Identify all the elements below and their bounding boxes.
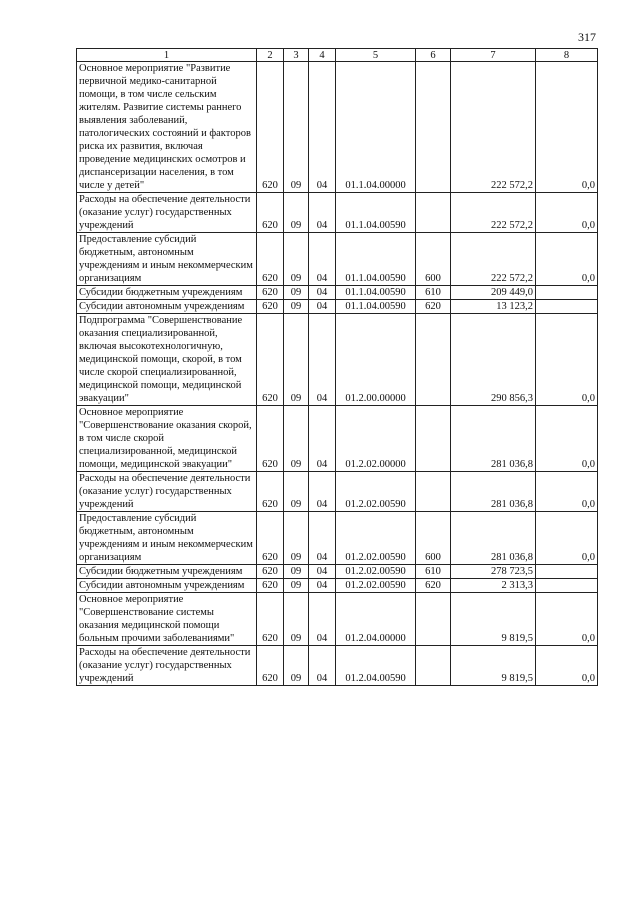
amount-cell: 222 572,2 bbox=[451, 233, 536, 286]
amount-secondary-cell: 0,0 bbox=[536, 62, 598, 193]
amount-secondary-cell: 0,0 bbox=[536, 472, 598, 512]
header-cell-4: 4 bbox=[309, 49, 336, 62]
name-cell: Расходы на обеспечение деятельности (оказание услуг) государственных учреждений bbox=[77, 646, 257, 686]
target-article-cell: 01.1.04.00590 bbox=[336, 233, 416, 286]
expense-type-cell bbox=[416, 593, 451, 646]
subsection-code-cell: 04 bbox=[309, 579, 336, 593]
section-code-cell: 09 bbox=[284, 314, 309, 406]
ministry-code-cell: 620 bbox=[257, 593, 284, 646]
header-cell-7: 7 bbox=[451, 49, 536, 62]
expense-type-cell: 610 bbox=[416, 286, 451, 300]
ministry-code-cell: 620 bbox=[257, 472, 284, 512]
section-code-cell: 09 bbox=[284, 233, 309, 286]
amount-secondary-cell: 0,0 bbox=[536, 512, 598, 565]
table-row bbox=[77, 62, 598, 193]
name-cell: Расходы на обеспечение деятельности (оказание услуг) государственных учреждений bbox=[77, 193, 257, 233]
section-code-cell: 09 bbox=[284, 472, 309, 512]
table-row bbox=[77, 233, 598, 286]
table-row bbox=[77, 472, 598, 512]
target-article-cell: 01.1.04.00590 bbox=[336, 286, 416, 300]
ministry-code-cell: 620 bbox=[257, 62, 284, 193]
amount-cell: 209 449,0 bbox=[451, 286, 536, 300]
table-row bbox=[77, 314, 598, 406]
expense-type-cell bbox=[416, 193, 451, 233]
amount-secondary-cell bbox=[536, 286, 598, 300]
subsection-code-cell: 04 bbox=[309, 593, 336, 646]
subsection-code-cell: 04 bbox=[309, 314, 336, 406]
subsection-code-cell: 04 bbox=[309, 406, 336, 472]
subsection-code-cell: 04 bbox=[309, 472, 336, 512]
budget-table-body bbox=[77, 49, 598, 686]
table-row bbox=[77, 646, 598, 686]
ministry-code-cell: 620 bbox=[257, 579, 284, 593]
ministry-code-cell: 620 bbox=[257, 565, 284, 579]
name-cell: Субсидии автономным учреждениям bbox=[77, 579, 257, 593]
expense-type-cell: 600 bbox=[416, 512, 451, 565]
expense-type-cell: 600 bbox=[416, 233, 451, 286]
table-row bbox=[77, 193, 598, 233]
page-number: 317 bbox=[578, 30, 596, 44]
target-article-cell: 01.2.00.00000 bbox=[336, 314, 416, 406]
name-cell: Основное мероприятие "Совершенствование системы оказания медицинской помощи больным прочими заболеваниями" bbox=[77, 593, 257, 646]
expense-type-cell: 620 bbox=[416, 579, 451, 593]
amount-secondary-cell: 0,0 bbox=[536, 646, 598, 686]
target-article-cell: 01.2.02.00590 bbox=[336, 512, 416, 565]
expense-type-cell bbox=[416, 406, 451, 472]
target-article-cell: 01.1.04.00000 bbox=[336, 62, 416, 193]
section-code-cell: 09 bbox=[284, 593, 309, 646]
target-article-cell: 01.1.04.00590 bbox=[336, 300, 416, 314]
name-cell: Расходы на обеспечение деятельности (оказание услуг) государственных учреждений bbox=[77, 472, 257, 512]
subsection-code-cell: 04 bbox=[309, 233, 336, 286]
expense-type-cell bbox=[416, 314, 451, 406]
table-row bbox=[77, 300, 598, 314]
header-cell-8: 8 bbox=[536, 49, 598, 62]
subsection-code-cell: 04 bbox=[309, 286, 336, 300]
ministry-code-cell: 620 bbox=[257, 193, 284, 233]
header-cell-2: 2 bbox=[257, 49, 284, 62]
ministry-code-cell: 620 bbox=[257, 286, 284, 300]
name-cell: Субсидии бюджетным учреждениям bbox=[77, 565, 257, 579]
name-cell: Субсидии бюджетным учреждениям bbox=[77, 286, 257, 300]
table-row bbox=[77, 286, 598, 300]
ministry-code-cell: 620 bbox=[257, 646, 284, 686]
section-code-cell: 09 bbox=[284, 62, 309, 193]
amount-cell: 278 723,5 bbox=[451, 565, 536, 579]
subsection-code-cell: 04 bbox=[309, 300, 336, 314]
amount-secondary-cell bbox=[536, 579, 598, 593]
expense-type-cell bbox=[416, 472, 451, 512]
section-code-cell: 09 bbox=[284, 193, 309, 233]
amount-secondary-cell: 0,0 bbox=[536, 593, 598, 646]
section-code-cell: 09 bbox=[284, 406, 309, 472]
amount-secondary-cell bbox=[536, 300, 598, 314]
table-row bbox=[77, 406, 598, 472]
table-row bbox=[77, 593, 598, 646]
header-cell-5: 5 bbox=[336, 49, 416, 62]
target-article-cell: 01.2.02.00590 bbox=[336, 579, 416, 593]
header-cell-3: 3 bbox=[284, 49, 309, 62]
section-code-cell: 09 bbox=[284, 286, 309, 300]
section-code-cell: 09 bbox=[284, 512, 309, 565]
subsection-code-cell: 04 bbox=[309, 512, 336, 565]
expense-type-cell bbox=[416, 62, 451, 193]
section-code-cell: 09 bbox=[284, 300, 309, 314]
target-article-cell: 01.1.04.00590 bbox=[336, 193, 416, 233]
amount-cell: 222 572,2 bbox=[451, 62, 536, 193]
target-article-cell: 01.2.04.00590 bbox=[336, 646, 416, 686]
expense-type-cell: 620 bbox=[416, 300, 451, 314]
amount-cell: 2 313,3 bbox=[451, 579, 536, 593]
target-article-cell: 01.2.02.00000 bbox=[336, 406, 416, 472]
amount-cell: 9 819,5 bbox=[451, 593, 536, 646]
table-row bbox=[77, 565, 598, 579]
section-code-cell: 09 bbox=[284, 579, 309, 593]
expense-type-cell: 610 bbox=[416, 565, 451, 579]
ministry-code-cell: 620 bbox=[257, 314, 284, 406]
target-article-cell: 01.2.02.00590 bbox=[336, 565, 416, 579]
amount-cell: 281 036,8 bbox=[451, 472, 536, 512]
header-cell-6: 6 bbox=[416, 49, 451, 62]
amount-secondary-cell: 0,0 bbox=[536, 314, 598, 406]
amount-cell: 290 856,3 bbox=[451, 314, 536, 406]
section-code-cell: 09 bbox=[284, 565, 309, 579]
amount-cell: 222 572,2 bbox=[451, 193, 536, 233]
subsection-code-cell: 04 bbox=[309, 193, 336, 233]
subsection-code-cell: 04 bbox=[309, 646, 336, 686]
name-cell: Основное мероприятие "Совершенствование оказания скорой, в том числе скорой специализированной, медицинской помощи, медицинской эвакуации" bbox=[77, 406, 257, 472]
name-cell: Подпрограмма "Совершенствование оказания специализированной, включая высокотехнологичную, медицинской помощи, скорой, в том числе скорой специализированной, медицинской помощи, медицинской эвакуации" bbox=[77, 314, 257, 406]
amount-cell: 9 819,5 bbox=[451, 646, 536, 686]
ministry-code-cell: 620 bbox=[257, 233, 284, 286]
amount-secondary-cell bbox=[536, 565, 598, 579]
table-row bbox=[77, 579, 598, 593]
amount-secondary-cell: 0,0 bbox=[536, 233, 598, 286]
ministry-code-cell: 620 bbox=[257, 406, 284, 472]
name-cell: Основное мероприятие "Развитие первичной медико-санитарной помощи, в том числе сельским жителям. Развитие системы раннего выявления заболеваний, патологических состояний и факторов риска их развития, включая проведение медицинских осмотров и диспансеризации населения, в том числе у детей" bbox=[77, 62, 257, 193]
ministry-code-cell: 620 bbox=[257, 512, 284, 565]
target-article-cell: 01.2.04.00000 bbox=[336, 593, 416, 646]
subsection-code-cell: 04 bbox=[309, 565, 336, 579]
expense-type-cell bbox=[416, 646, 451, 686]
header-row bbox=[77, 49, 598, 62]
amount-cell: 281 036,8 bbox=[451, 406, 536, 472]
name-cell: Предоставление субсидий бюджетным, автономным учреждениям и иным некоммерческим организациям bbox=[77, 512, 257, 565]
name-cell: Предоставление субсидий бюджетным, автономным учреждениям и иным некоммерческим организациям bbox=[77, 233, 257, 286]
amount-secondary-cell: 0,0 bbox=[536, 406, 598, 472]
header-cell-1: 1 bbox=[77, 49, 257, 62]
ministry-code-cell: 620 bbox=[257, 300, 284, 314]
amount-secondary-cell: 0,0 bbox=[536, 193, 598, 233]
name-cell: Субсидии автономным учреждениям bbox=[77, 300, 257, 314]
table-row bbox=[77, 512, 598, 565]
amount-cell: 13 123,2 bbox=[451, 300, 536, 314]
section-code-cell: 09 bbox=[284, 646, 309, 686]
subsection-code-cell: 04 bbox=[309, 62, 336, 193]
amount-cell: 281 036,8 bbox=[451, 512, 536, 565]
target-article-cell: 01.2.02.00590 bbox=[336, 472, 416, 512]
budget-table bbox=[76, 48, 598, 686]
